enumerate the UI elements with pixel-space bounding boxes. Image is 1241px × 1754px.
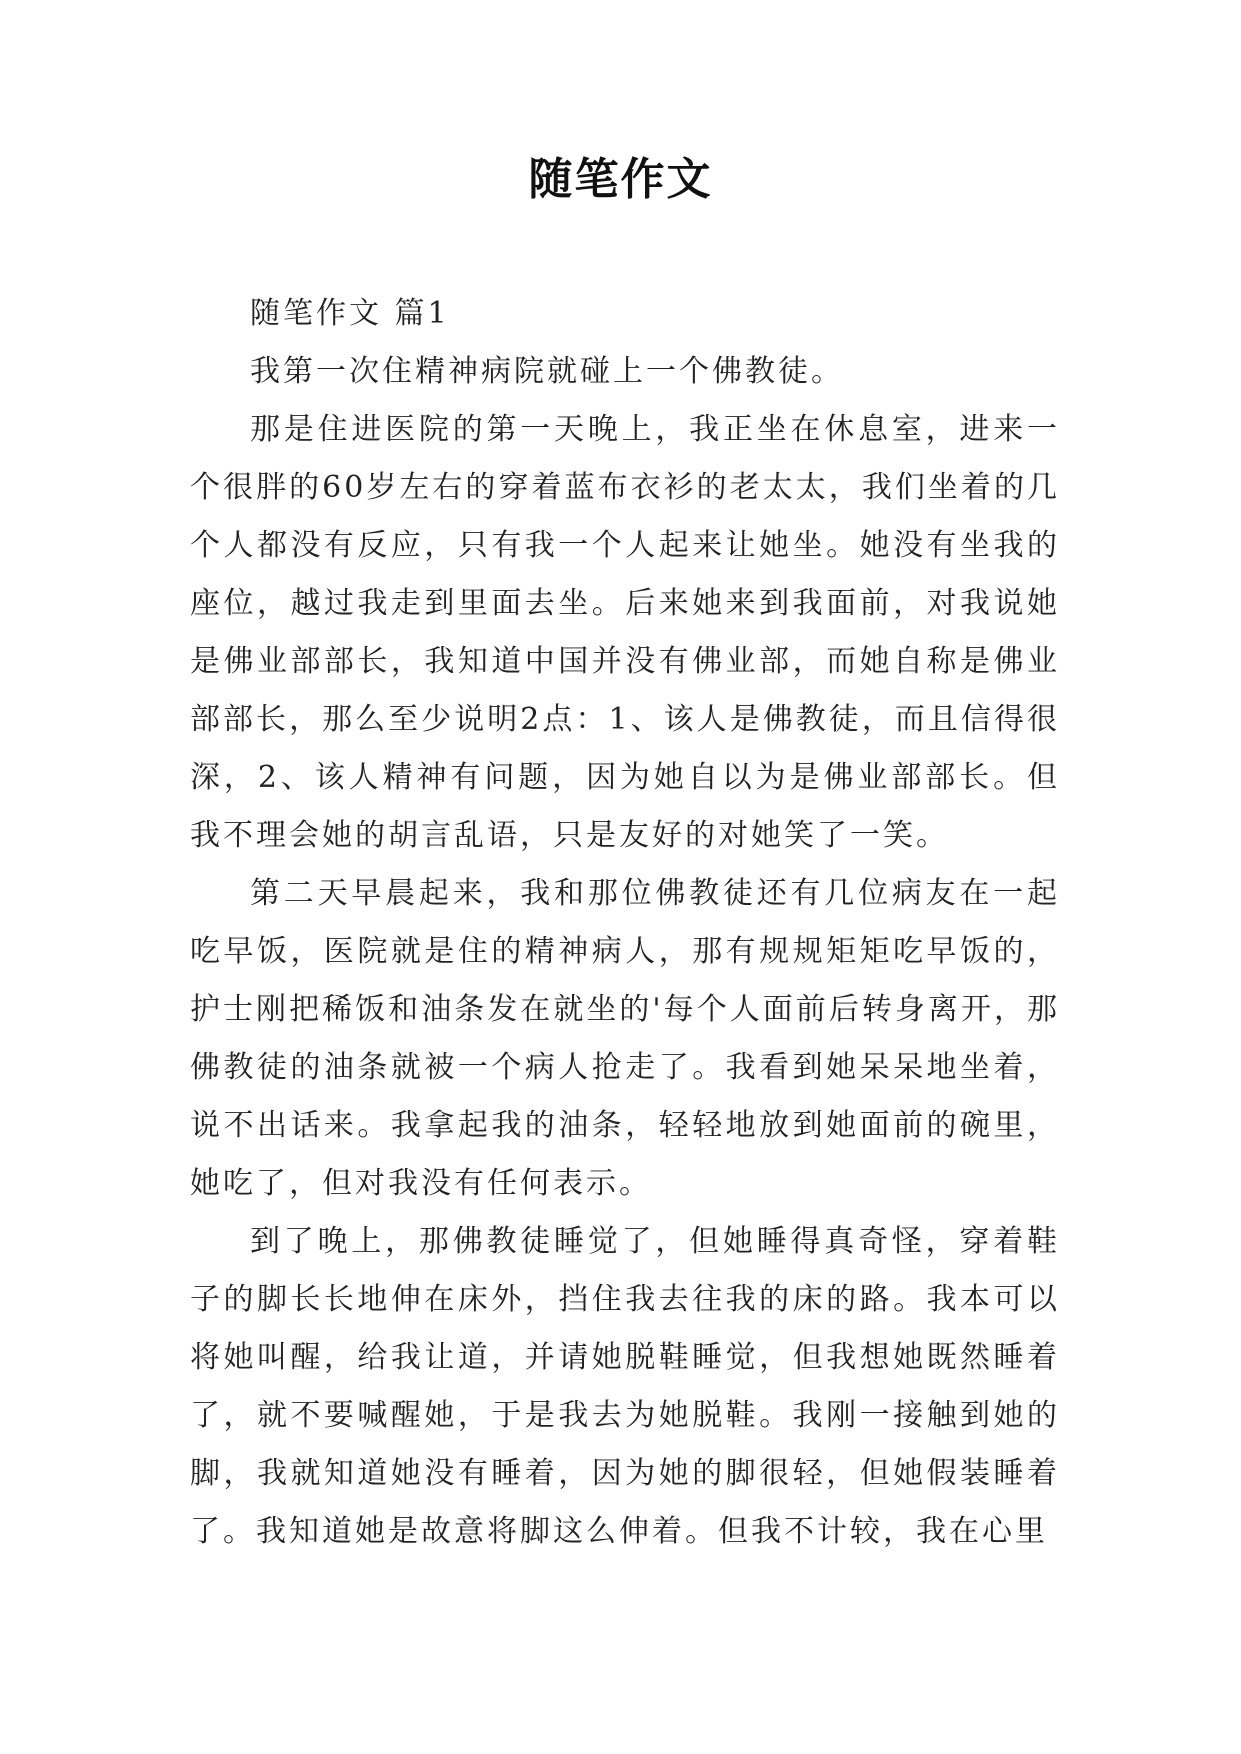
document-body: [190, 285, 1060, 1561]
section-heading: 随笔作文 篇1: [250, 296, 450, 331]
paragraph: 我第一次住精神病院就碰上一个佛教徒。: [250, 354, 844, 389]
document-title: 随笔作文: [528, 154, 713, 205]
paragraph: 那是住进医院的第一天晚上，我正坐在休息室，进来一个很胖的60岁左右的穿着蓝布衣衫的老太太，我们坐着的几个人都没有反应，只有我一个人起来让她坐。她没有坐我的座位，越过我走到里面去坐。后来她来到我面前，对我说她是佛业部部长，我知道中国并没有佛业部，而她自称是佛业部部长，那么至少说明2点：1、该人是佛教徒，而且信得很深，2、该人精神有问题，因为她自以为是佛业部部长。但我不理会她的胡言乱语，只是友好的对她笑了一笑。: [190, 412, 1060, 853]
paragraph: 到了晚上，那佛教徒睡觉了，但她睡得真奇怪，穿着鞋子的脚长长地伸在床外，挡住我去往我的床的路。我本可以将她叫醒，给我让道，并请她脱鞋睡觉，但我想她既然睡着了，就不要喊醒她，于是我去为她脱鞋。我刚一接触到她的脚，我就知道她没有睡着，因为她的脚很轻，但她假装睡着了。我知道她是故意将脚这么伸着。但我不计较，我在心里: [190, 1224, 1060, 1549]
paragraph: 第二天早晨起来，我和那位佛教徒还有几位病友在一起吃早饭，医院就是住的精神病人，那有规规矩矩吃早饭的，护士刚把稀饭和油条发在就坐的'每个人面前后转身离开，那佛教徒的油条就被一个病人抢走了。我看到她呆呆地坐着，说不出话来。我拿起我的油条，轻轻地放到她面前的碗里，她吃了，但对我没有任何表示。: [190, 876, 1060, 1201]
